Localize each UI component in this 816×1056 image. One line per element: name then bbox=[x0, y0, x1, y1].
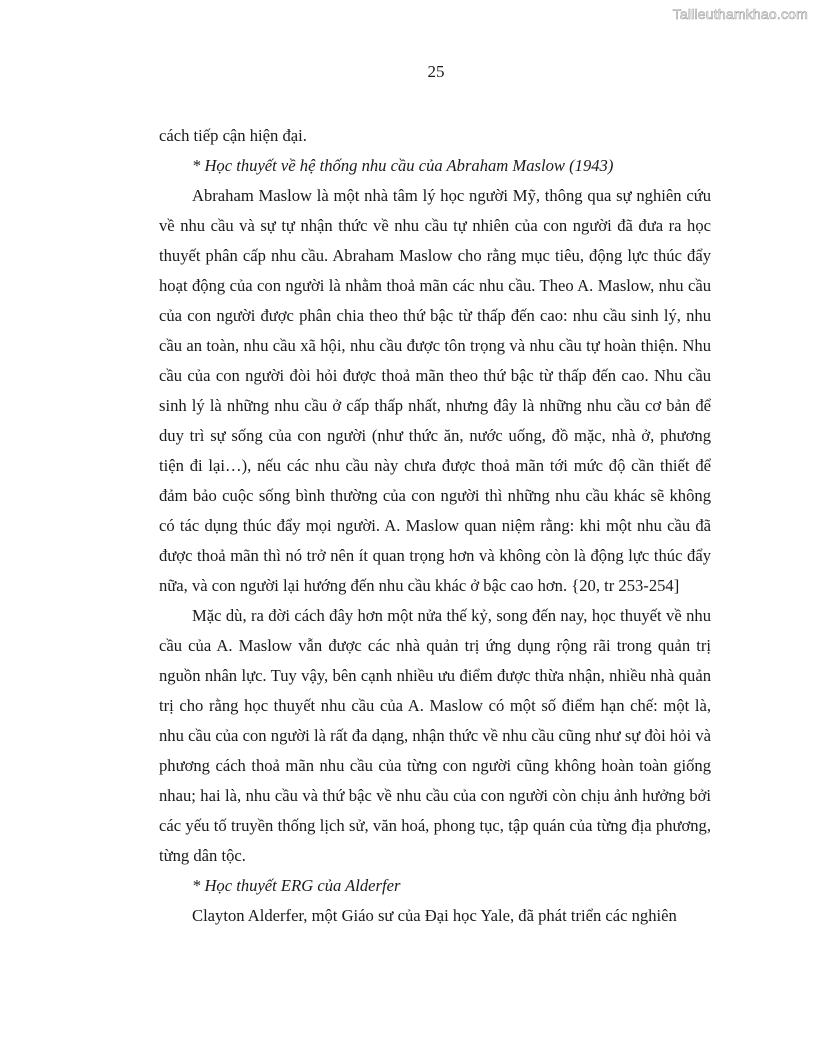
paragraph-intro-fragment: cách tiếp cận hiện đại. bbox=[159, 126, 307, 145]
paragraph-alderfer: Clayton Alderfer, một Giáo sư của Đại học Yale, đã phát triển các nghiên bbox=[192, 906, 677, 925]
section-heading-maslow: * Học thuyết về hệ thống nhu cầu của Abraham Maslow (1943) bbox=[192, 156, 614, 175]
watermark: Tailieuthamkhao.com bbox=[672, 6, 808, 22]
section-heading-erg: * Học thuyết ERG của Alderfer bbox=[192, 876, 401, 895]
paragraph-maslow-critique: Mặc dù, ra đời cách đây hơn một nửa thế kỷ, song đến nay, học thuyết về nhu cầu của A. Maslow vẫn được các nhà quản trị ứng dụng rộng rãi trong quản trị nguồn nhân lực. Tuy vậy, bên cạnh nhiều ưu điểm được thừa nhận, nhiều nhà quản trị cho rằng học thuyết nhu cầu của A. Maslow có một số điểm hạn chế: một là, nhu cầu của con người là rất đa dạng, nhận thức về nhu cầu cũng như sự đòi hỏi và phương cách thoả mãn nhu cầu của từng con người cũng không hoàn toàn giống nhau; hai là, nhu cầu và thứ bậc về nhu cầu của con người còn chịu ảnh hưởng bởi các yếu tố truyền thống lịch sử, văn hoá, phong tục, tập quán của từng địa phương, từng dân tộc. bbox=[159, 606, 711, 865]
page-number: 25 bbox=[427, 62, 445, 81]
paragraph-maslow-theory: Abraham Maslow là một nhà tâm lý học người Mỹ, thông qua sự nghiên cứu về nhu cầu và sự tự nhận thức về nhu cầu tự nhiên của con người đã đưa ra học thuyết phân cấp nhu cầu. Abraham Maslow cho rằng mục tiêu, động lực thúc đẩy hoạt động của con người là nhằm thoả mãn các nhu cầu. Theo A. Maslow, nhu cầu của con người được phân chia theo thứ bậc từ thấp đến cao: nhu cầu sinh lý, nhu cầu an toàn, nhu cầu xã hội, nhu cầu được tôn trọng và nhu cầu tự hoàn thiện. Nhu cầu của con người đòi hỏi được thoả mãn theo thứ bậc từ thấp đến cao. Nhu cầu sinh lý là những nhu cầu ở cấp thấp nhất, nhưng đây là những nhu cầu cơ bản để duy trì sự sống của con người (như thức ăn, nước uống, đồ mặc, nhà ở, phương tiện đi lại…), nếu các nhu cầu này chưa được thoả mãn tới mức độ cần thiết để đảm bảo cuộc sống bình thường của con người thì những nhu cầu khác sẽ không có tác dụng thúc đẩy mọi người. A. Maslow quan niệm rằng: khi một nhu cầu đã được thoả mãn thì nó trở nên ít quan trọng hơn và không còn là động lực thúc đẩy nữa, và con người lại hướng đến nhu cầu khác ở bậc cao hơn. {20, tr 253-254] bbox=[159, 186, 711, 595]
document-body bbox=[159, 121, 711, 931]
